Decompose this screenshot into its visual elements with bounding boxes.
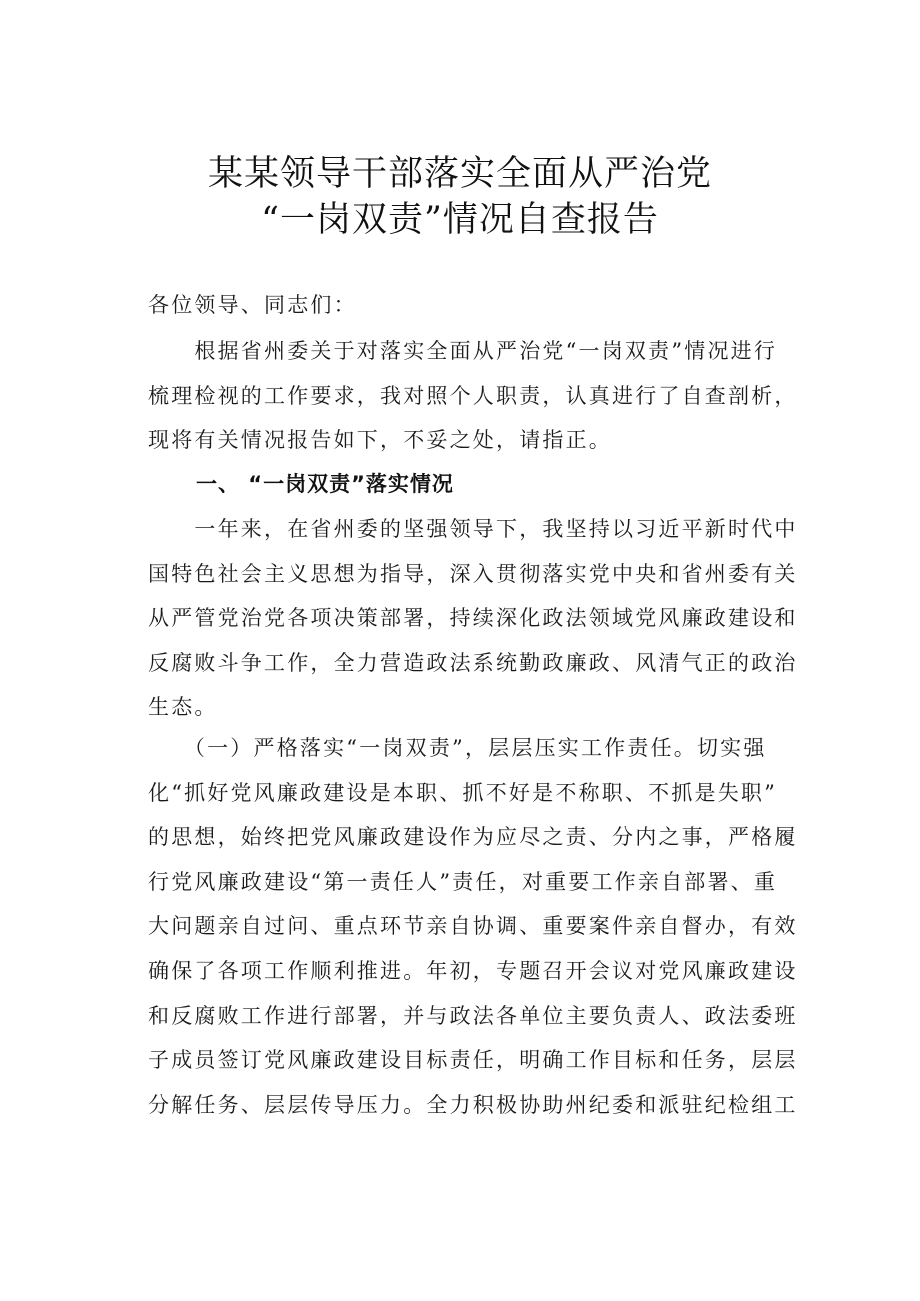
paragraph-line: 生态。 [148,695,218,720]
paragraph-line: 确保了各项工作顺利推进。年初，专题召开会议对党风廉政建设 [148,958,798,983]
paragraph-subsection-1 [148,726,802,1127]
paragraph-line: 现将有关情况报告如下，不妥之处，请指正。 [148,428,612,453]
paragraph-line: 一年来，在省州委的坚强领导下，我坚持以习近平新时代中 [148,517,798,541]
paragraph-line: 的思想，始终把党风廉政建设作为应尽之责、分内之事，严格履 [148,825,798,850]
paragraph-line: 分解任务、层层传导压力。全力积极协助州纪委和派驻纪检组工 [148,1092,798,1117]
paragraph-line: 化“抓好党风廉政建设是本职、抓不好是不称职、不抓是失职” [148,780,778,805]
paragraph-line: 和反腐败工作进行部署，并与政法各单位主要负责人、政法委班 [148,1003,798,1028]
salutation: 各位领导、同志们： [148,293,357,317]
paragraph-line: 行党风廉政建设“第一责任人”责任，对重要工作亲自部署、重 [148,869,778,894]
document-title-line-1: 某某领导干部落实全面从严治党 [207,154,712,194]
paragraph-line: 从严管党治党各项决策部署，持续深化政法领域党风廉政建设和 [148,606,798,631]
paragraph-line: （一）严格落实“一岗双责”，层层压实工作责任。切实强 [148,736,767,760]
paragraph-line: 大问题亲自过问、重点环节亲自协调、重要案件亲自督办，有效 [148,914,798,939]
paragraph-overview [148,507,802,730]
section-heading-1: 一、 “一岗双责”落实情况 [196,472,454,496]
paragraph-intro [148,329,802,463]
paragraph-line: 子成员签订党风廉政建设目标责任，明确工作目标和任务，层层 [148,1048,798,1073]
paragraph-line: 国特色社会主义思想为指导，深入贯彻落实党中央和省州委有关 [148,561,798,586]
paragraph-line: 根据省州委关于对落实全面从严治党“一岗双责”情况进行 [148,339,778,363]
paragraph-line: 梳理检视的工作要求，我对照个人职责，认真进行了自查剖析， [148,383,798,408]
paragraph-line: 反腐败斗争工作，全力营造政法系统勤政廉政、风清气正的政治 [148,650,798,675]
document-title-line-2: “一岗双责”情况自查报告 [261,200,659,240]
